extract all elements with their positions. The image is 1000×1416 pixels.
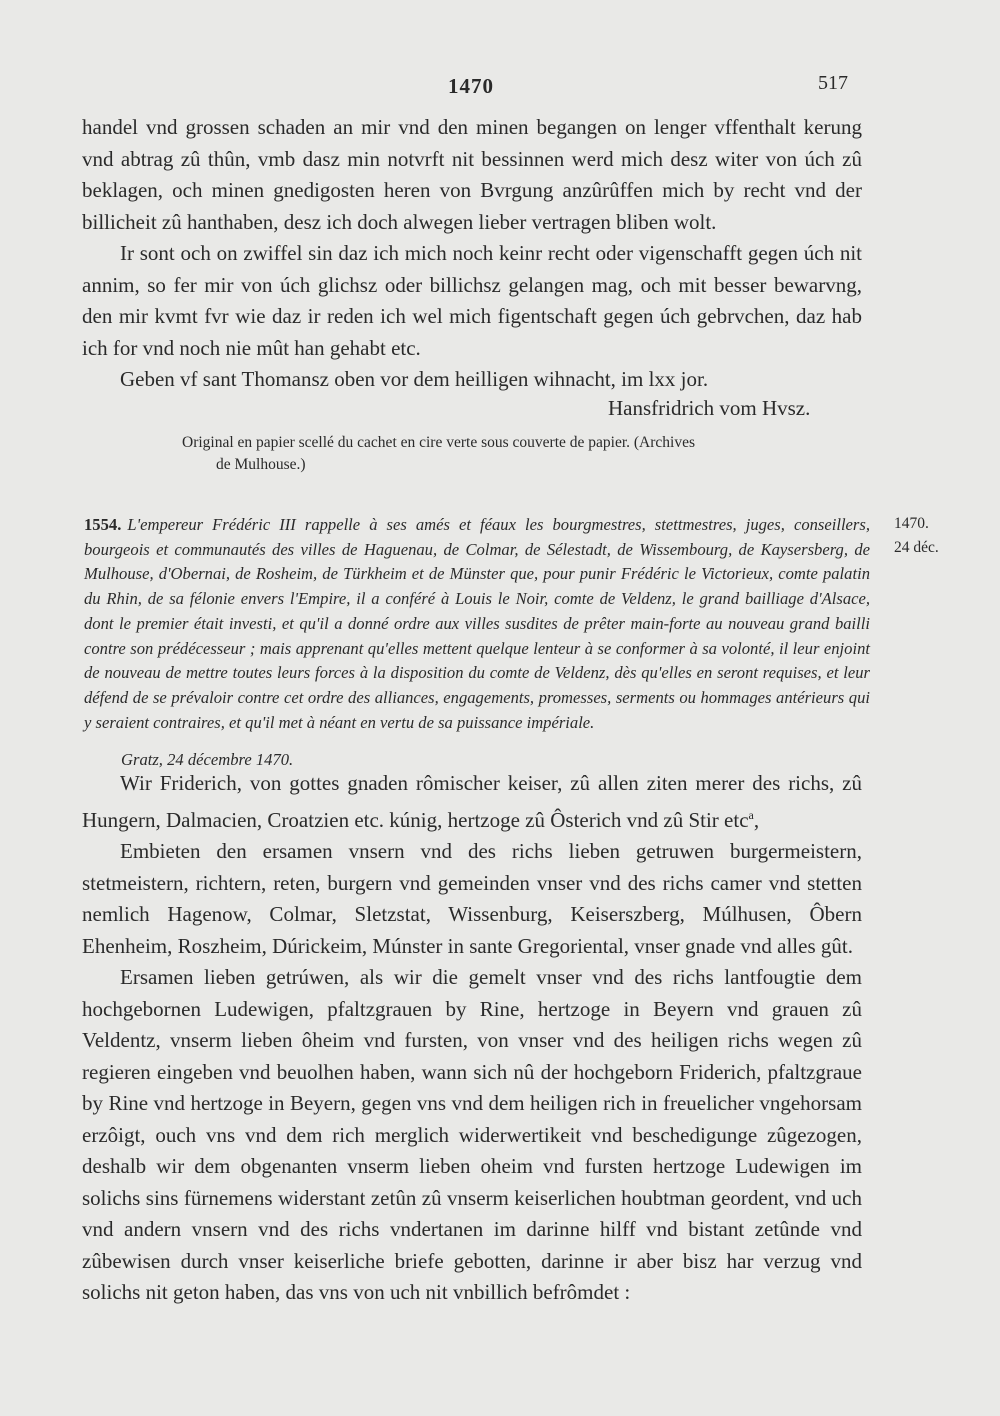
letter-paragraph: handel vnd grossen schaden an mir vnd den minen begangen on lenger vffenthalt kerung vnd abtrag zû thûn, vmb dasz min notvrft nit bessinnen werd mich desz witer von úch zû beklagen, och minen gnedigosten heren von Bvrgung anzûrûffen mich by recht vnd der billicheit zû hanthaben, desz ich doch alwegen lieber vertragen bliben wolt. <box>82 115 862 234</box>
entry-number: 1554. <box>84 515 122 534</box>
letter-paragraph: Ir sont och on zwiffel sin daz ich mich noch keinr recht oder vigenschafft gegen úch nit annim, so fer mir von úch glichsz oder billichsz gelangen mag, och mit besser bewarvng, den mir kvmt fvr wie daz ir reden ich wel mich figentschaft gegen úch gebrvchen, daz hab ich for vnd noch nie mût han gehabt etc. <box>82 241 862 360</box>
source-note-line: Original en papier scellé du cachet en cire verte sous couverte de papier. (Archives <box>182 434 695 451</box>
charter-paragraph <box>82 768 862 836</box>
letter-dating-clause: Geben vf sant Thomansz oben vor dem heilligen wihnacht, im lxx jor. <box>120 367 709 391</box>
running-header-year: 1470 <box>448 74 494 98</box>
charter-intitulatio: Wir Friderich, von gottes gnaden rômischer keiser, zû allen ziten merer des richs, zû Hungern, Dalmacien, Croatzien etc. kúnig, hertzoge zû Ôsterich vnd zû Stir etc <box>82 771 862 832</box>
margin-day: 24 déc. <box>894 539 939 556</box>
signature-line: Hansfridrich vom Hvsz. <box>608 396 811 420</box>
footnote-marker: a <box>748 807 754 822</box>
margin-year: 1470. <box>894 515 929 532</box>
charter-punctuation: , <box>753 807 760 832</box>
entry-place-date: Gratz, 24 décembre 1470. <box>121 750 294 769</box>
charter-paragraph: Ersamen lieben getrúwen, als wir die gemelt vnser vnd des richs lantfougtie dem hochgebornen Ludewigen, pfaltzgrauen by Rine, hertzoge in Beyern vnd grauen zû Veldentz, vnserm lieben ôheim vnd fursten, von vnser vnd des heiligen richs wegen zû regieren eingeben vnd beuolhen haben, wann sich nû der hochgeborn Friderich, pfaltzgraue by Rine vnd hertzoge in Beyern, gegen vns vnd dem heiligen rich in freuelicher vngehorsam erzôigt, ouch vns vnd dem rich merglich widerwertikeit vnd beschedigunge zûgezogen, deshalb wir dem obgenanten vnserm lieben oheim vnd fursten hertzoge Ludewigen im solichs sins fürnemens widerstant zetûn zû vnserm keiserlichen houbtman geordent, vnd uch vnd andern vnsern vnd des richs vndertanen im darinne hilff vnd bistant zetûnde vnd zûbewisen durch vnser keiserliche briefe gebotten, darinne ir aber bisz har verzug vnd solichs nit geton haben, das vns von uch nit vnbillich befrômdet : <box>82 965 862 1304</box>
margin-date <box>894 512 939 560</box>
page-number: 517 <box>818 72 848 94</box>
source-note <box>182 432 868 476</box>
entry-summary-text: L'empereur Frédéric III rappelle à ses amés et féaux les bourgmestres, stettmestres, juges, conseillers, bourgeois et communautés des villes de Haguenau, de Colmar, de Sélestadt, de Wissembourg, de Kaysersberg, de Mulhouse, d'Obernai, de Rosheim, de Türkheim et de Münster que, pour punir Frédéric le Victorieux, comte palatin du Rhin, de sa félonie envers l'Empire, il a conféré à Louis le Noir, comte de Veldenz, le grand bailliage d'Alsace, dont le premier était investi, et qu'il a donné ordre aux villes susdites de prêter main-forte au nouveau grand bailli contre son prédécesseur ; mais apprenant qu'elles mettent quelque lenteur à se conformer à sa volonté, il leur enjoint de nouveau de mettre toutes leurs forces à la disposition du comte de Veldenz, dès qu'elles en seront requises, et leur défend de se prévaloir contre cet ordre des alliances, engagements, promesses, serments ou hommages antérieurs qui y seraient contraires, et qu'il met à néant en vertu de sa puissance impériale. <box>84 515 870 732</box>
letter-text <box>82 112 862 396</box>
source-note-line: de Mulhouse.) <box>216 456 306 473</box>
charter-paragraph: Embieten den ersamen vnsern vnd des richs lieben getruwen burgermeistern, stetmeistern, richtern, reten, burgern vnd gemeinden vnser vnd des richs camer vnd stetten nemlich Hagenow, Colmar, Sletzstat, Wissenburg, Keiserszberg, Múlhusen, Ôbern Ehenheim, Roszheim, Dúrickeim, Múnster in sante Gregoriental, vnser gnade vnd alles gût. <box>82 839 862 958</box>
charter-text <box>82 768 862 1309</box>
entry-summary <box>84 513 870 735</box>
